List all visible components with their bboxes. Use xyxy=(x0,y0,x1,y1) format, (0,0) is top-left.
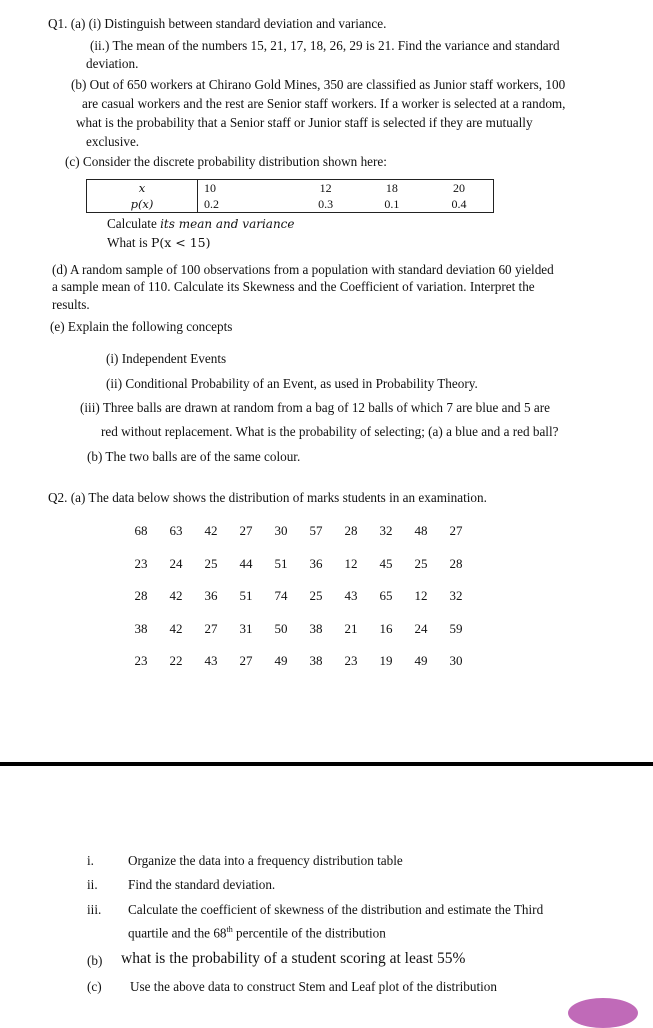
q1-c-calculate xyxy=(107,216,295,232)
q2-c-number: (c) xyxy=(87,979,102,994)
q2-item-ii-number: ii. xyxy=(87,877,98,892)
table-cell-p: 0.1 xyxy=(359,196,425,213)
q1-a-ii-line2: deviation. xyxy=(86,56,139,71)
mark-value: 19 xyxy=(379,653,393,668)
q2-item-i: Organize the data into a frequency distribution table xyxy=(128,853,403,868)
mark-value: 38 xyxy=(309,653,323,668)
marks-row xyxy=(126,523,476,539)
mark-value: 32 xyxy=(379,523,393,538)
page-divider xyxy=(0,762,653,766)
mark-value: 12 xyxy=(414,588,428,603)
mark-value: 36 xyxy=(309,556,323,571)
mark-value: 23 xyxy=(344,653,358,668)
mark-value: 59 xyxy=(449,621,463,636)
mark-value: 16 xyxy=(379,621,393,636)
mark-value: 25 xyxy=(309,588,323,603)
mark-value: 42 xyxy=(169,621,183,636)
mark-value: 45 xyxy=(379,556,393,571)
q1-e-line: (e) Explain the following concepts xyxy=(50,319,233,334)
q2-item-iii-line1: Calculate the coefficient of skewness of the distribution and estimate the Third xyxy=(128,902,544,917)
mark-value: 24 xyxy=(169,556,183,571)
mark-value: 42 xyxy=(204,523,218,538)
mark-value: 36 xyxy=(204,588,218,603)
mark-value: 31 xyxy=(239,621,253,636)
q1-d-line3: results. xyxy=(52,297,90,312)
mark-value: 30 xyxy=(449,653,463,668)
mark-value: 25 xyxy=(204,556,218,571)
mark-value: 23 xyxy=(134,556,148,571)
q2-item-iii-line2-pre: quartile and the 68 xyxy=(128,925,227,941)
marks-row xyxy=(126,621,476,637)
table-cell-x: 20 xyxy=(425,180,493,197)
q1-b-line4: exclusive. xyxy=(86,134,140,149)
q1-e-ii: (ii) Conditional Probability of an Event, as used in Probability Theory. xyxy=(106,376,478,391)
mark-value: 30 xyxy=(274,523,288,538)
table-row-px xyxy=(87,196,494,213)
table-row-x xyxy=(87,180,494,197)
table-header-px: p(x) xyxy=(87,196,198,213)
marks-row xyxy=(126,556,476,572)
mark-value: 63 xyxy=(169,523,183,538)
mark-value: 27 xyxy=(239,523,253,538)
q1-a-i: Q1. (a) (i) Distinguish between standard deviation and variance. xyxy=(48,16,387,31)
q2-item-iii-superscript: th xyxy=(226,925,233,934)
q1-b-line3: what is the probability that a Senior staff or Junior staff is selected if they are mutually xyxy=(76,115,533,130)
table-cell-x: 18 xyxy=(359,180,425,197)
mark-value: 51 xyxy=(239,588,253,603)
mark-value: 38 xyxy=(309,621,323,636)
mark-value: 43 xyxy=(204,653,218,668)
mark-value: 32 xyxy=(449,588,463,603)
mark-value: 21 xyxy=(344,621,358,636)
mark-value: 65 xyxy=(379,588,393,603)
mark-value: 27 xyxy=(239,653,253,668)
q2-c-text: Use the above data to construct Stem and Leaf plot of the distribution xyxy=(130,979,497,994)
q1-d-line1: (d) A random sample of 100 observations from a population with standard deviation 60 yielded xyxy=(52,262,554,277)
q2-item-ii: Find the standard deviation. xyxy=(128,877,276,892)
q1-b-line1: (b) Out of 650 workers at Chirano Gold Mines, 350 are classified as Junior staff workers, 100 xyxy=(71,77,566,92)
q1-c-what-prefix: What is xyxy=(107,235,151,250)
mark-value: 28 xyxy=(134,588,148,603)
q2-b-text: what is the probability of a student scoring at least 55% xyxy=(121,950,466,967)
table-cell-x: 12 xyxy=(292,180,358,197)
q1-e-i: (i) Independent Events xyxy=(106,351,227,366)
q1-c-what-is xyxy=(107,235,211,251)
mark-value: 74 xyxy=(274,588,288,603)
table-cell-p: 0.2 xyxy=(198,196,293,213)
q2-item-iii-line2-post: percentile of the distribution xyxy=(232,925,386,941)
mark-value: 12 xyxy=(344,556,358,571)
mark-value: 48 xyxy=(414,523,428,538)
corner-highlight-shape xyxy=(568,998,638,1028)
table-cell-x: 10 xyxy=(198,180,293,197)
mark-value: 28 xyxy=(449,556,463,571)
mark-value: 57 xyxy=(309,523,323,538)
mark-value: 24 xyxy=(414,621,428,636)
probability-distribution-table xyxy=(86,179,494,213)
q1-c-line: (c) Consider the discrete probability distribution shown here: xyxy=(65,154,387,169)
mark-value: 49 xyxy=(414,653,428,668)
mark-value: 42 xyxy=(169,588,183,603)
q2-item-iii-line2 xyxy=(128,925,386,941)
q1-e-iii-b: (b) The two balls are of the same colour. xyxy=(87,449,301,464)
mark-value: 27 xyxy=(204,621,218,636)
table-cell-p: 0.3 xyxy=(292,196,358,213)
q1-d-line2: a sample mean of 110. Calculate its Skewness and the Coefficient of variation. Interpret the xyxy=(52,279,535,294)
q1-e-iii-line1: (iii) Three balls are drawn at random from a bag of 12 balls of which 7 are blue and 5 are xyxy=(80,400,550,415)
mark-value: 22 xyxy=(169,653,183,668)
q1-c-calc-math: its mean and variance xyxy=(160,217,295,231)
mark-value: 51 xyxy=(274,556,288,571)
mark-value: 38 xyxy=(134,621,148,636)
mark-value: 23 xyxy=(134,653,148,668)
mark-value: 25 xyxy=(414,556,428,571)
mark-value: 27 xyxy=(449,523,463,538)
q2-a-line: Q2. (a) The data below shows the distribution of marks students in an examination. xyxy=(48,490,487,505)
mark-value: 43 xyxy=(344,588,358,603)
q1-c-calc-prefix: Calculate xyxy=(107,216,161,231)
q2-b-number: (b) xyxy=(87,953,103,968)
mark-value: 50 xyxy=(274,621,288,636)
mark-value: 49 xyxy=(274,653,288,668)
q2-item-iii-number: iii. xyxy=(87,902,102,917)
q2-item-i-number: i. xyxy=(87,853,94,868)
table-header-x: x xyxy=(87,180,198,197)
q1-c-what-math: P(x < 15) xyxy=(150,235,211,250)
q1-e-iii-line2: red without replacement. What is the probability of selecting; (a) a blue and a red ball? xyxy=(101,424,559,439)
q1-b-line2: are casual workers and the rest are Senior staff workers. If a worker is selected at a random, xyxy=(82,96,566,111)
mark-value: 28 xyxy=(344,523,358,538)
marks-row xyxy=(126,653,476,669)
marks-row xyxy=(126,588,476,604)
table-cell-p: 0.4 xyxy=(425,196,493,213)
mark-value: 44 xyxy=(239,556,253,571)
q1-a-ii-line1: (ii.) The mean of the numbers 15, 21, 17, 18, 26, 29 is 21. Find the variance and standard xyxy=(90,38,560,53)
mark-value: 68 xyxy=(134,523,148,538)
